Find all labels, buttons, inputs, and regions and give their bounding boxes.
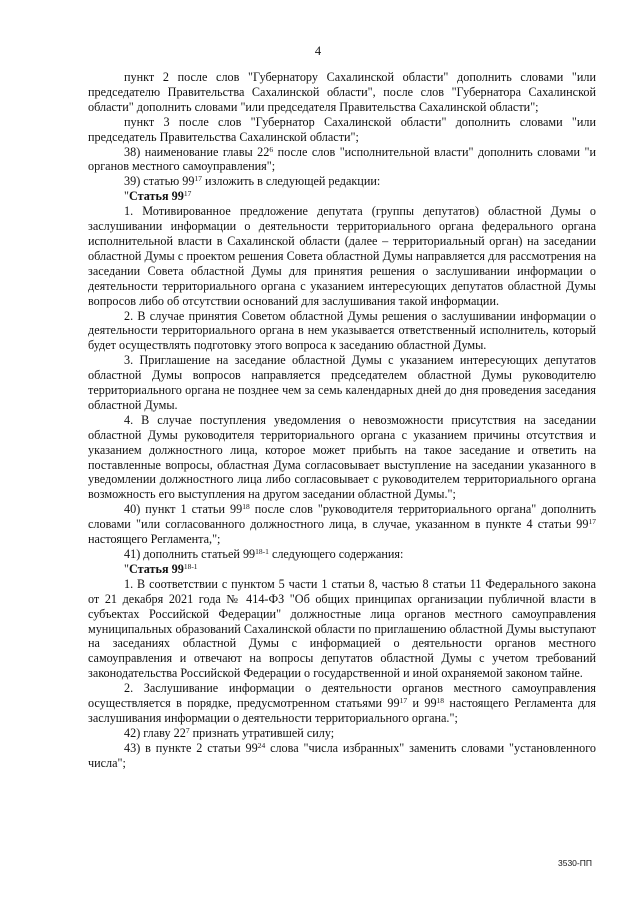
paragraph-p8	[88, 353, 596, 413]
text-run: изложить в следующей редакции:	[202, 174, 381, 189]
paragraph-p14	[88, 681, 596, 726]
text-run: 42) главу 22	[124, 725, 186, 740]
superscript: 17	[588, 517, 596, 527]
document-body	[88, 70, 596, 771]
text-run: пункт 2 после слов "Губернатору Сахалинской области" дополнить словами "или председателю Правительства Сахалинской области", после слов "Губернатора Сахалинской области" дополнить словами "или председателя Правительства Сахалинской области";	[88, 70, 596, 114]
superscript: 6	[269, 144, 274, 154]
text-run: 43) в пункте 2 статьи 99	[124, 740, 258, 755]
text-run: пункт 3 после слов "Губернатор Сахалинской области" дополнить словами "или председатель Правительства Сахалинской области";	[88, 114, 596, 144]
superscript: 17	[399, 696, 408, 706]
superscript: 17	[194, 174, 202, 184]
text-run: 2. Заслушивание информации о деятельности органов местного самоуправления осуществляется в порядке, предусмотренном статьями 99	[88, 681, 596, 711]
article-heading: Статья 99	[128, 189, 184, 204]
paragraph-p9	[88, 413, 596, 502]
paragraph-p4	[88, 174, 596, 189]
text-run: 1. Мотивированное предложение депутата (группы депутатов) областной Думы о заслушивании информации о деятельности территориального органа федерального органа исполнительной власти в Сахалинской области (далее – территориальный орган) на заседании областной Думы с проектом решения Совета областной Думы направляется для рассмотрения на заседании Совета областной Думы для принятия решения о заслушивании информации о деятельности территориального органа с указанием интересующих депутатов областной Думы вопросов либо об отсутствии оснований для заслушивания такой информации.	[88, 204, 596, 308]
superscript: 7	[185, 725, 190, 735]
superscript: 17	[183, 189, 192, 199]
paragraph-p3	[88, 145, 596, 175]
document-code: 3530-ПП	[558, 858, 592, 868]
superscript: 24	[257, 740, 266, 750]
paragraph-p5	[88, 189, 596, 204]
article-heading: Статья 99	[128, 561, 184, 576]
text-run: 3. Приглашение на заседание областной Думы с указанием интересующих депутатов областной Думы вопросов направляется председателем областной Думы руководителю территориального органа не позднее чем за семь календарных дней до дня проведения заседания областной Думы.	[88, 353, 596, 412]
page-number: 4	[314, 44, 322, 58]
paragraph-p11	[88, 547, 596, 562]
text-run: после слов "исполнительной власти" дополнить словами "и органов местного самоуправления";	[88, 144, 597, 174]
text-run: после слов "руководителя территориального органа" дополнить словами "или согласованного должностного лица, в случае, указанном в пункте 4 статьи 99	[88, 502, 597, 532]
text-run: слова "числа избранных" заменить словами "установленного числа";	[88, 740, 596, 770]
paragraph-p7	[88, 309, 596, 354]
superscript: 18-1	[255, 547, 269, 556]
text-run: настоящего Регламента для заслушивания информации о деятельности территориального органа.";	[88, 696, 596, 725]
paragraph-p12	[88, 562, 596, 577]
paragraph-p1	[88, 70, 596, 115]
text-run: 4. В случае поступления уведомления о невозможности присутствия на заседании областной Думы руководителя территориального органа с указанием причины отсутствия и указанием должностного лица, которое может прибыть на такое заседание и ответить на поставленные вопросы, областная Дума согласовывает выступление на заседании указанного в уведомлении должностного лица либо согласовывает с руководителем территориального органа возможность его выступления на другом заседании областной Думы.";	[88, 412, 596, 502]
text-run: настоящего Регламента,";	[88, 532, 221, 547]
text-run: 1. В соответствии с пунктом 5 части 1 статьи 8, частью 8 статьи 11 Федерального закона от 21 декабря 2021 года № 414-ФЗ "Об общих принципах организации публичной власти в субъектах Российской Федерации" должностные лица органов местного самоуправления муниципальных образований Сахалинской области по приглашению областной Думы выступают на заседаниях областной Думы с информацией о деятельности органов местного самоуправления и отвечают на вопросы депутатов областной Думы с учетом требований законодательства Российской Федерации о государственной и иной охраняемой законом тайне.	[88, 576, 596, 681]
text-run: и 99	[407, 696, 437, 711]
superscript: 18	[242, 502, 250, 512]
text-run: 40) пункт 1 статьи 99	[124, 502, 243, 517]
paragraph-p16	[88, 741, 596, 771]
superscript: 18-1	[183, 561, 198, 571]
paragraph-p6	[88, 204, 596, 308]
text-run: следующего содержания:	[268, 547, 404, 561]
text-run: 41) дополнить статьей 99	[124, 547, 256, 561]
paragraph-p10	[88, 502, 596, 547]
text-run: "	[124, 561, 129, 576]
paragraph-p2	[88, 115, 596, 145]
text-run: "	[124, 189, 129, 204]
superscript: 18	[436, 696, 445, 706]
text-run: 2. В случае принятия Советом областной Думы решения о заслушивании информации о деятельности территориального органа в нем указывается ответственный исполнитель, который будет осуществлять подготовку этого вопроса к заседанию областной Думы.	[88, 308, 596, 353]
paragraph-p13	[88, 577, 596, 681]
paragraph-p15	[88, 726, 596, 741]
text-run: признать утратившей силу;	[189, 725, 335, 740]
text-run: 38) наименование главы 22	[124, 144, 270, 159]
text-run: 39) статью 99	[124, 174, 195, 189]
